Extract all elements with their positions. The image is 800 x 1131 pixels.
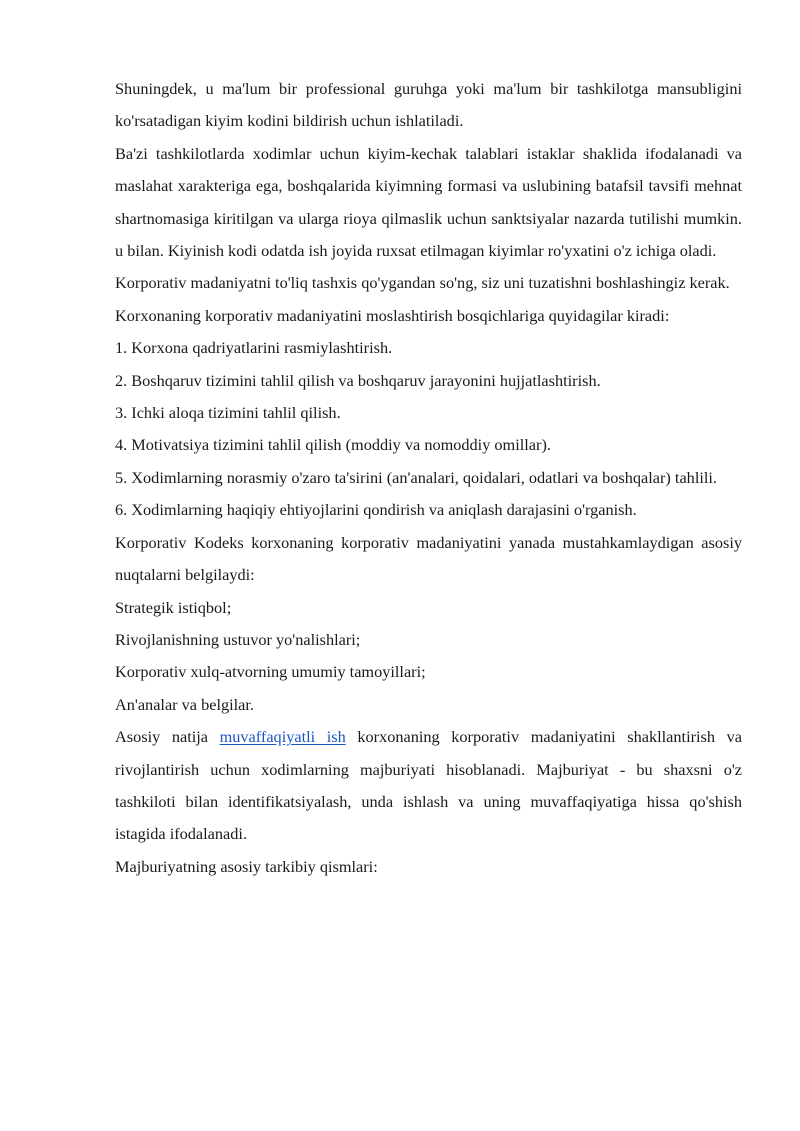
text-after-link: korxonaning korporativ madaniyatini shakllantirish va rivojlantirish uchun xodimlarning majburiyati hisoblanadi. Majburiyat - bu shaxsni o'z tashkiloti bilan identifikatsiyalash, unda ishlash va uning muvaffaqiyatiga hissa qo'shish istagida ifodalanadi.: [115, 727, 742, 844]
paragraph-corporate-code: Korporativ Kodeks korxonaning korporativ madaniyatini yanada mustahkamlaydigan asosiy nuqtalarni belgilaydi:: [115, 532, 742, 585]
list-item: Strategik istiqbol;: [115, 597, 232, 617]
paragraph-dress-code-identity: Shuningdek, u ma'lum bir professional guruhga yoki ma'lum bir tashkilotga mansubligini ko'rsatadigan kiyim kodini bildirish uchun ishlatiladi.: [115, 79, 742, 131]
list-item: 3. Ichki aloqa tizimini tahlil qilish.: [115, 403, 341, 423]
list-item: 4. Motivatsiya tizimini tahlil qilish (moddiy va nomoddiy omillar).: [115, 435, 551, 455]
text-before-link: Asosiy natija: [115, 727, 220, 747]
list-item: 2. Boshqaruv tizimini tahlil qilish va boshqaruv jarayonini hujjatlashtirish.: [115, 370, 601, 390]
paragraph-dress-code-requirements: Ba'zi tashkilotlarda xodimlar uchun kiyim-kechak talablari istaklar shaklida ifodalanadi va maslahat xarakteriga ega, boshqalarida kiyimning formasi va uslubining batafsil tavsifi mehnat shartnomasiga kiritilgan va ularga rioya qilmaslik uchun sanktsiyalar nazarda tutilishi mumkin. u bilan. Kiyinish kodi odatda ish joyida ruxsat etilmagan kiyimlar ro'yxatini o'z ichiga oladi.: [115, 143, 742, 261]
list-item: Rivojlanishning ustuvor yo'nalishlari;: [115, 629, 361, 649]
paragraph-adaptation-stages: Korxonaning korporativ madaniyatini moslashtirish bosqichlariga quyidagilar kiradi:: [115, 305, 670, 325]
paragraph-closing: Majburiyatning asosiy tarkibiy qismlari:: [115, 856, 378, 876]
list-item: Korporativ xulq-atvorning umumiy tamoyillari;: [115, 662, 426, 682]
document-body: [115, 73, 742, 883]
list-item: 6. Xodimlarning haqiqiy ehtiyojlarini qondirish va aniqlash darajasini o'rganish.: [115, 500, 637, 520]
paragraph-diagnosis: Korporativ madaniyatni to'liq tashxis qo'ygandan so'ng, siz uni tuzatishni boshlashingiz kerak.: [115, 273, 730, 293]
list-item: 1. Korxona qadriyatlarini rasmiylashtirish.: [115, 338, 393, 358]
muvaffaqiyatli-ish-link[interactable]: muvaffaqiyatli ish: [219, 727, 346, 747]
paragraph-commitment: [115, 721, 742, 851]
list-item: An'analar va belgilar.: [115, 694, 255, 714]
list-item: 5. Xodimlarning norasmiy o'zaro ta'sirini (an'analari, qoidalari, odatlari va boshqalar) tahlili.: [115, 467, 717, 487]
